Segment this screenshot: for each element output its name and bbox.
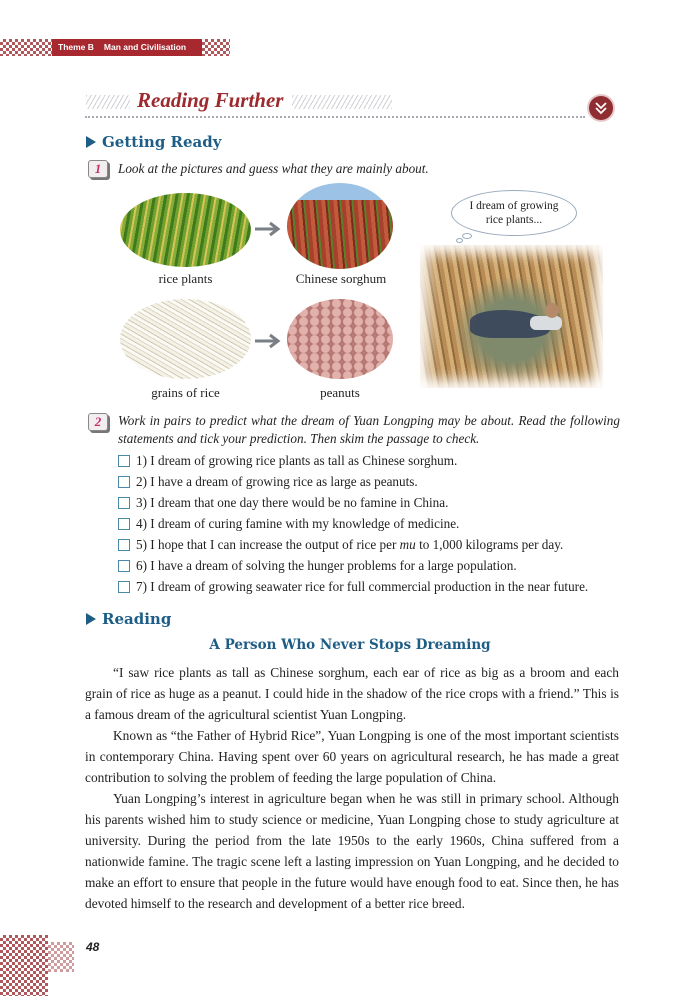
caption-chinese-sorghum: Chinese sorghum — [295, 271, 387, 286]
checklist-item-text: 4) I dream of curing famine with my knowledge of medicine. — [136, 515, 460, 531]
caption-peanuts: peanuts — [320, 385, 360, 400]
triangle-bullet-icon — [86, 613, 96, 625]
checkbox[interactable] — [118, 518, 130, 530]
peanuts-image — [287, 299, 393, 379]
section-title: Reading Further — [137, 88, 284, 112]
double-chevron-down-icon — [594, 101, 608, 115]
text-segment: 5) I hope that I can increase the output of rice per — [136, 536, 400, 552]
page-number: 48 — [86, 940, 100, 954]
checkbox[interactable] — [118, 581, 130, 593]
reading-label: Reading — [102, 610, 172, 628]
chinese-sorghum-image — [287, 183, 393, 269]
unit-mu: mu — [399, 536, 416, 552]
checklist-item-text: 6) I have a dream of solving the hunger problems for a large population. — [136, 557, 517, 573]
reading-heading — [86, 610, 171, 628]
task-number-badge: 2 — [88, 413, 108, 431]
checkbox[interactable] — [118, 497, 130, 509]
checklist-item-text — [136, 537, 563, 553]
task2-instruction: Work in pairs to predict what the dream of Yuan Longping may be about. Read the following statements and tick your prediction. Then skim the passage to check. — [118, 413, 620, 446]
thought-bubble-text: I dream of growing rice plants... — [469, 200, 559, 226]
checkbox[interactable] — [118, 539, 130, 551]
theme-banner — [52, 39, 202, 56]
triangle-bullet-icon — [86, 136, 96, 148]
checker-decoration-left — [0, 39, 52, 56]
rice-plants-image — [120, 193, 251, 267]
getting-ready-label: Getting Ready — [102, 133, 222, 151]
caption-grains-of-rice: grains of rice — [151, 385, 220, 400]
checklist-item-text: 2) I have a dream of growing rice as large as peanuts. — [136, 473, 418, 489]
double-chevron-down-button[interactable] — [589, 96, 613, 120]
painting-figure-head — [545, 303, 559, 318]
prediction-checklist — [118, 450, 588, 597]
article-paragraph: Known as “the Father of Hybrid Rice”, Yuan Longping is one of the most important scientists in contemporary China. Having spent over 60 years on agricultural research, he has made a great contribution to solving the problem of feeding the large population of China. — [85, 728, 619, 785]
getting-ready-heading — [86, 133, 221, 151]
article-paragraph: “I saw rice plants as tall as Chinese sorghum, each ear of rice as big as a broom and each grain of rice as huge as a peanut. I could hide in the shadow of the rice crops with a friend.” This is a famous dream of the agricultural scientist Yuan Longping. — [85, 665, 619, 722]
theme-label: Theme B — [58, 42, 94, 52]
checklist-item — [118, 534, 588, 555]
thought-puff — [456, 238, 463, 243]
hatch-decoration-right — [292, 95, 392, 109]
arrow-right-icon — [253, 333, 283, 349]
checkbox[interactable] — [118, 560, 130, 572]
checklist-item — [118, 471, 588, 492]
task-number-badge: 1 — [88, 160, 108, 178]
thought-puff — [462, 233, 472, 239]
arrow-right-icon — [253, 221, 283, 237]
caption-rice-plants: rice plants — [158, 271, 213, 286]
painting-figure-shirt — [530, 316, 562, 330]
checklist-item — [118, 555, 588, 576]
theme-title: Man and Civilisation — [103, 42, 187, 52]
text-segment: to 1,000 kilograms per day. — [415, 536, 564, 552]
checker-decoration-right — [202, 39, 230, 56]
hatch-decoration-left — [86, 95, 130, 109]
checklist-item-text: 3) I dream that one day there would be no famine in China. — [136, 494, 449, 510]
thought-bubble — [451, 190, 577, 236]
checkbox[interactable] — [118, 476, 130, 488]
article-title: A Person Who Never Stops Dreaming — [209, 637, 491, 653]
checklist-item — [118, 492, 588, 513]
grains-of-rice-image — [120, 299, 251, 379]
task1-instruction: Look at the pictures and guess what they are mainly about. — [118, 161, 429, 176]
checklist-item — [118, 576, 588, 597]
checklist-item-text: 1) I dream of growing rice plants as tall as Chinese sorghum. — [136, 452, 458, 468]
checker-decoration-footer-fade — [48, 942, 74, 972]
article-paragraph: Yuan Longping’s interest in agriculture began when he was still in primary school. Although his parents wished him to study science or medicine, Yuan Longping chose to study agriculture at university. During the period from the late 1950s to the early 1960s, China suffered from a nationwide famine. The tragic scene left a lasting impression on Yuan Longping, and he decided to make an effort to ensure that people in the future would have enough food to eat. Since then, he has devoted himself to the research and development of a better rice breed. — [85, 791, 619, 911]
checklist-item — [118, 450, 588, 471]
checkbox[interactable] — [118, 455, 130, 467]
dotted-divider — [85, 116, 585, 118]
checklist-item — [118, 513, 588, 534]
checklist-item-text: 7) I dream of growing seawater rice for full commercial production in the near future. — [136, 578, 589, 594]
checker-decoration-footer — [0, 935, 48, 996]
